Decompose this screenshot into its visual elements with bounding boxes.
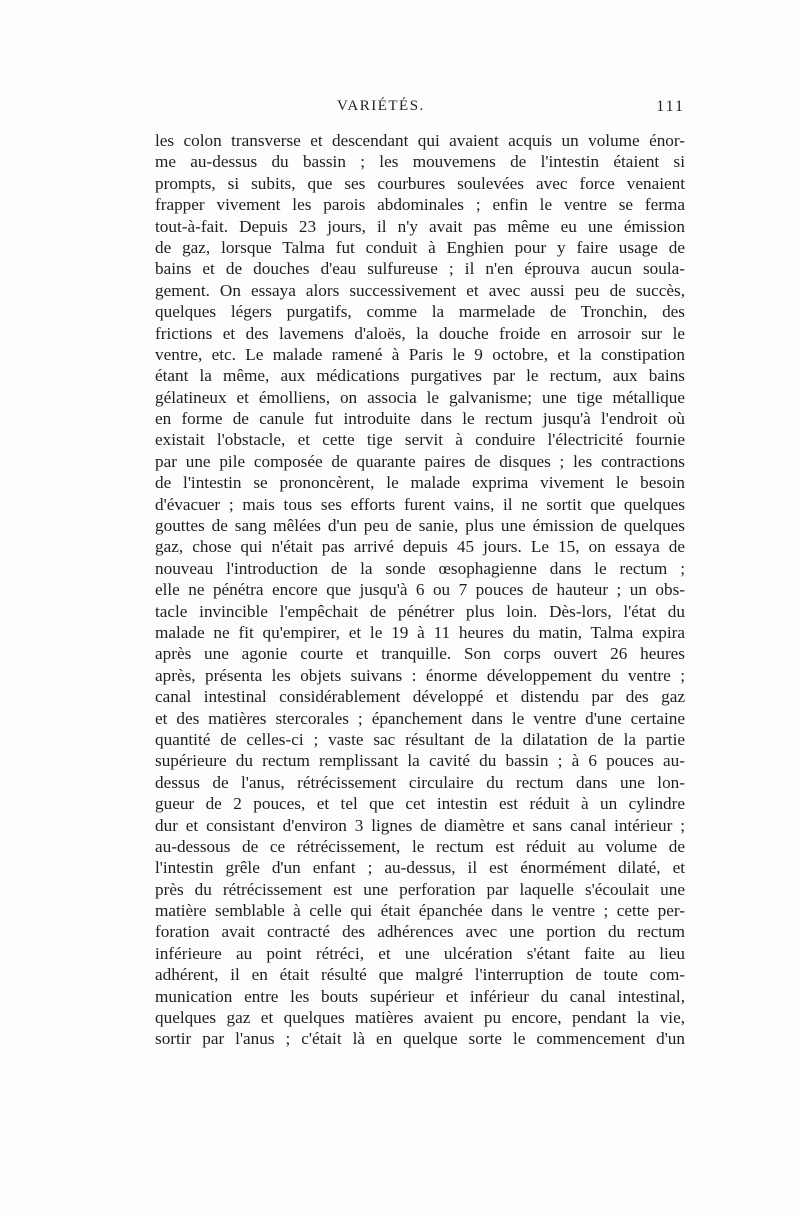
text-line: frictions et des lavemens d'aloës, la douche froide en arrosoir sur le — [155, 323, 685, 343]
text-line: gaz, chose qui n'était pas arrivé depuis 45 jours. Le 15, on essaya de — [155, 537, 685, 557]
text-line: munication entre les bouts supérieur et inférieur du canal intestinal, — [155, 986, 685, 1006]
text-line: prompts, si subits, que ses courbures soulevées avec force venaient — [155, 173, 685, 193]
text-line: adhérent, il en était résulté que malgré l'interruption de toute com- — [155, 965, 685, 985]
text-line: tacle invincible l'empêchait de pénétrer plus loin. Dès-lors, l'état du — [155, 601, 685, 621]
text-line: inférieure au point rétréci, et une ulcération s'étant faite au lieu — [155, 943, 685, 963]
text-line: malade ne fit qu'empirer, et le 19 à 11 heures du matin, Talma expira — [155, 622, 685, 642]
text-line: gélatineux et émolliens, on associa le galvanisme; une tige métallique — [155, 387, 685, 407]
text-line: d'évacuer ; mais tous ses efforts furent vains, il ne sortit que quelques — [155, 494, 685, 514]
text-line: sortir par l'anus ; c'était là en quelque sorte le commencement d'un — [155, 1029, 685, 1049]
text-line: dessus de l'anus, rétrécissement circulaire du rectum dans une lon- — [155, 772, 685, 792]
text-line: elle ne pénétra encore que jusqu'à 6 ou 7 pouces de hauteur ; un obs- — [155, 580, 685, 600]
text-line: et des matières stercorales ; épanchement dans le ventre d'une certaine — [155, 708, 685, 728]
text-line: foration avait contracté des adhérences avec une portion du rectum — [155, 922, 685, 942]
text-line: matière semblable à celle qui était épanchée dans le ventre ; cette per- — [155, 901, 685, 921]
page-number: 111 — [656, 98, 685, 115]
text-line: par une pile composée de quarante paires de disques ; les contractions — [155, 451, 685, 471]
text-line: de gaz, lorsque Talma fut conduit à Enghien pour y faire usage de — [155, 237, 685, 257]
text-line: me au-dessus du bassin ; les mouvemens de l'intestin étaient si — [155, 152, 685, 172]
text-line: canal intestinal considérablement développé et distendu par des gaz — [155, 687, 685, 707]
text-line: près du rétrécissement est une perforation par laquelle s'écoulait une — [155, 879, 685, 899]
text-line: de l'intestin se prononcèrent, le malade exprima vivement le besoin — [155, 473, 685, 493]
text-line: bains et de douches d'eau sulfureuse ; il n'en éprouva aucun soula- — [155, 259, 685, 279]
text-line: étant la même, aux médications purgatives par le rectum, aux bains — [155, 366, 685, 386]
text-line: les colon transverse et descendant qui avaient acquis un volume énor- — [155, 131, 685, 150]
text-line: après, présenta les objets suivans : énorme développement du ventre ; — [155, 665, 685, 685]
body-text — [155, 130, 685, 1050]
running-head: VARIÉTÉS. — [337, 98, 425, 114]
text-line: au-dessous de ce rétrécissement, le rectum est réduit au volume de — [155, 836, 685, 856]
text-line: gueur de 2 pouces, et tel que cet intestin est réduit à un cylindre — [155, 794, 685, 814]
text-line: supérieure du rectum remplissant la cavité du bassin ; à 6 pouces au- — [155, 751, 685, 771]
page-header — [155, 98, 685, 124]
text-line: tout-à-fait. Depuis 23 jours, il n'y avait pas même eu une émission — [155, 216, 685, 236]
text-line: gouttes de sang mêlées d'un peu de sanie, plus une émission de quelques — [155, 516, 685, 536]
text-line: nouveau l'introduction de la sonde œsophagienne dans le rectum ; — [155, 558, 685, 578]
text-line: en forme de canule fut introduite dans le rectum jusqu'à l'endroit où — [155, 409, 685, 429]
text-line: quantité de celles-ci ; vaste sac résultant de la dilatation de la partie — [155, 729, 685, 749]
text-line: dur et consistant d'environ 3 lignes de diamètre et sans canal intérieur ; — [155, 815, 685, 835]
text-line: après une agonie courte et tranquille. Son corps ouvert 26 heures — [155, 644, 685, 664]
text-line: quelques légers purgatifs, comme la marmelade de Tronchin, des — [155, 302, 685, 322]
text-line: ventre, etc. Le malade ramené à Paris le 9 octobre, et la constipation — [155, 344, 685, 364]
text-line: l'intestin grêle d'un enfant ; au-dessus, il est énormément dilaté, et — [155, 858, 685, 878]
text-line: frapper vivement les parois abdominales ; enfin le ventre se ferma — [155, 195, 685, 215]
text-line: existait l'obstacle, et cette tige servit à conduire l'électricité fournie — [155, 430, 685, 450]
text-line: gement. On essaya alors successivement et avec aussi peu de succès, — [155, 280, 685, 300]
text-line: quelques gaz et quelques matières avaient pu encore, pendant la vie, — [155, 1008, 685, 1028]
